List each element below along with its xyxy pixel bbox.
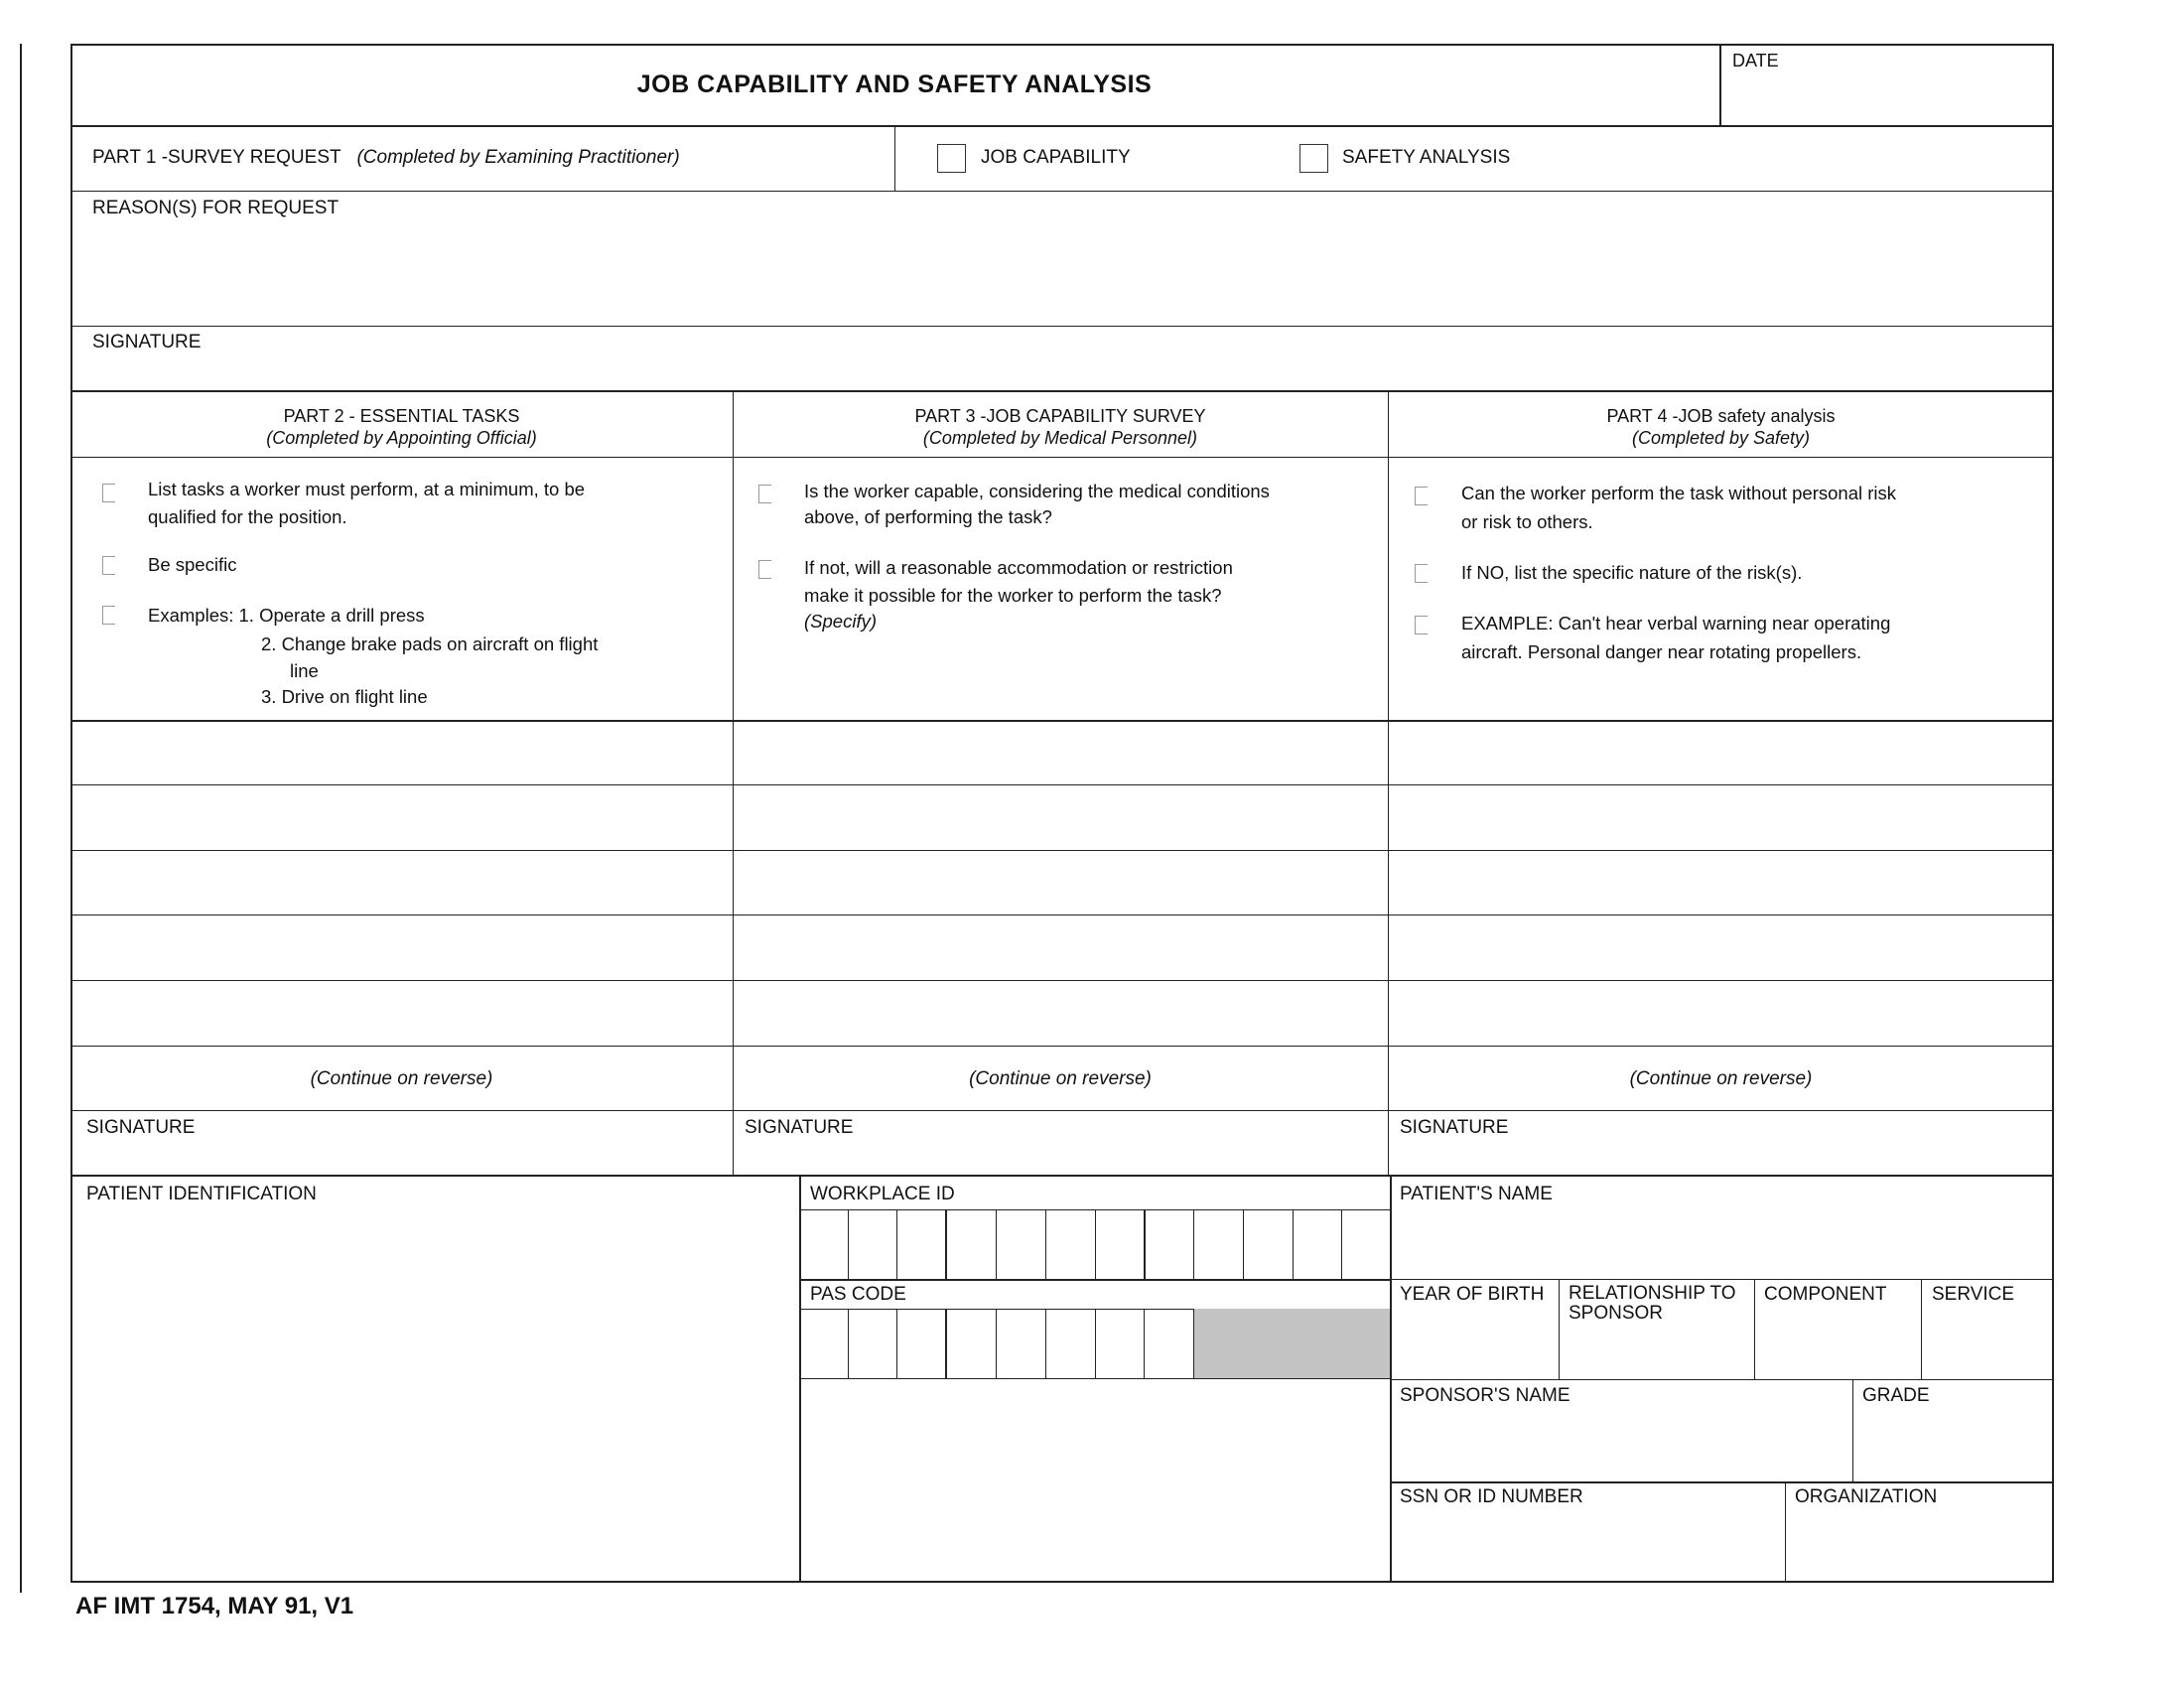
service-label: SERVICE [1932, 1284, 2015, 1305]
part4-heading: PART 4 -JOB safety analysis [1606, 406, 1836, 426]
relationship-label-line: RELATIONSHIP TO [1569, 1283, 1736, 1304]
part1-rule-2 [70, 326, 2054, 327]
part4-bullet-icon [1415, 564, 1428, 583]
workplace-id-cell[interactable] [1341, 1209, 1342, 1279]
pas-code-cell[interactable] [1045, 1309, 1046, 1378]
date-field[interactable] [1727, 73, 2045, 121]
part3-bullet-icon [758, 560, 771, 579]
reasons-field[interactable] [89, 222, 2035, 322]
ssn-field[interactable] [1396, 1511, 1781, 1577]
part4-signature-field[interactable] [1394, 1140, 2047, 1172]
pas-code-label: PAS CODE [810, 1284, 906, 1305]
part3-instruction-line: If not, will a reasonable accommodation or restriction [804, 557, 1233, 578]
part1-signature-label: SIGNATURE [92, 332, 202, 352]
part1-heading-text: PART 1 -SURVEY REQUEST [92, 147, 341, 168]
workplace-id-cell[interactable] [1293, 1209, 1294, 1279]
pas-code-cell[interactable] [1095, 1309, 1096, 1378]
reasons-label: REASON(S) FOR REQUEST [92, 198, 340, 218]
part4-instruction [1461, 609, 1890, 666]
part2-continue: (Continue on reverse) [310, 1068, 493, 1089]
part4-signature-label: SIGNATURE [1400, 1117, 1509, 1138]
pas-code-cell[interactable] [996, 1309, 997, 1378]
part2-task-entry[interactable] [75, 725, 726, 1041]
sponsors-name-field[interactable] [1396, 1410, 1848, 1477]
part2-instruction-line: List tasks a worker must perform, at a minimum, to be [148, 479, 586, 499]
pas-code-cell[interactable] [945, 1309, 947, 1378]
job-capability-label: JOB CAPABILITY [981, 147, 1131, 168]
workplace-id-cell[interactable] [996, 1209, 997, 1279]
year-of-birth-field[interactable] [1396, 1331, 1555, 1374]
part1-heading-note: (Completed by Examining Practitioner) [356, 147, 680, 168]
component-field[interactable] [1759, 1331, 1917, 1374]
patient-identification-field[interactable] [79, 1209, 794, 1577]
workplace-id-bottom-rule [799, 1279, 1390, 1281]
part2-example-3: 3. Drive on flight line [261, 686, 428, 707]
grade-label: GRADE [1862, 1385, 1930, 1406]
column-divider-2 [1388, 390, 1389, 1175]
relationship-field[interactable] [1564, 1331, 1750, 1374]
relationship-divider [1754, 1279, 1755, 1379]
part2-instruction-line: qualified for the position. [148, 506, 347, 527]
pas-code-cell[interactable] [848, 1309, 849, 1378]
organization-field[interactable] [1790, 1511, 2049, 1577]
part2-signature-field[interactable] [75, 1140, 726, 1172]
job-capability-checkbox[interactable] [937, 144, 966, 173]
part3-instruction [804, 554, 1233, 610]
sponsors-name-label: SPONSOR'S NAME [1400, 1385, 1570, 1406]
part1-rule-1 [70, 191, 2054, 192]
organization-label: ORGANIZATION [1795, 1486, 1938, 1507]
year-of-birth-label: YEAR OF BIRTH [1400, 1284, 1545, 1305]
part4-continue: (Continue on reverse) [1629, 1068, 1813, 1089]
date-divider [1719, 44, 1721, 125]
part3-instruction-line: make it possible for the worker to perform the task? [804, 585, 1222, 606]
safety-analysis-checkbox[interactable] [1299, 144, 1328, 173]
part3-specify: (Specify) [804, 611, 877, 632]
part2-note: (Completed by Appointing Official) [266, 428, 537, 448]
component-label: COMPONENT [1764, 1284, 1887, 1305]
header-bottom-rule [70, 125, 2054, 127]
part4-instruction-line: aircraft. Personal danger near rotating propellers. [1461, 641, 1862, 662]
pas-code-cell[interactable] [1193, 1309, 1194, 1378]
part3-signature-label: SIGNATURE [745, 1117, 854, 1138]
date-label: DATE [1732, 51, 1779, 70]
part3-bullet-icon [758, 485, 771, 503]
form-title: JOB CAPABILITY AND SAFETY ANALYSIS [636, 70, 1153, 98]
part4-instruction [1461, 479, 1896, 536]
workplace-id-cell[interactable] [945, 1209, 947, 1279]
instructions-bottom-rule [70, 720, 2054, 722]
pas-code-cell[interactable] [1144, 1309, 1145, 1378]
part3-signature-field[interactable] [739, 1140, 1382, 1172]
form-id: AF IMT 1754, MAY 91, V1 [75, 1593, 354, 1619]
workplace-id-cell[interactable] [1095, 1209, 1096, 1279]
part3-instruction-line: above, of performing the task? [804, 506, 1052, 527]
safety-analysis-label: SAFETY ANALYSIS [1342, 147, 1511, 168]
part1-heading [92, 147, 680, 169]
part4-note: (Completed by Safety) [1631, 428, 1811, 448]
part4-instruction-line: EXAMPLE: Can't hear verbal warning near operating [1461, 613, 1891, 633]
grade-field[interactable] [1857, 1410, 2049, 1477]
part4-instruction-line: or risk to others. [1461, 511, 1593, 532]
pas-code-boxes [799, 1309, 1390, 1378]
workplace-id-cell[interactable] [1144, 1209, 1146, 1279]
signature-bottom-rule [70, 1175, 2054, 1177]
part2-example-2: 2. Change brake pads on aircraft on flight [261, 633, 599, 654]
part2-example-2-cont: line [290, 660, 319, 681]
part2-bullet-icon [102, 606, 115, 625]
patients-name-label: PATIENT'S NAME [1400, 1184, 1553, 1204]
part1-bottom-rule [70, 390, 2054, 392]
part4-safety-entry[interactable] [1394, 725, 2047, 1041]
workplace-id-label: WORKPLACE ID [810, 1184, 955, 1204]
workplace-id-cell[interactable] [896, 1209, 897, 1279]
relationship-label [1569, 1284, 1736, 1324]
part2-instruction: Be specific [148, 554, 237, 575]
sponsor-row-bottom-rule [1390, 1481, 2054, 1483]
workplace-id-cell[interactable] [848, 1209, 849, 1279]
service-field[interactable] [1926, 1331, 2049, 1374]
column-divider-1 [733, 390, 734, 1175]
part1-option-divider [894, 125, 895, 191]
patients-name-field[interactable] [1396, 1207, 2049, 1275]
part3-note: (Completed by Medical Personnel) [922, 428, 1198, 448]
pas-code-bottom-rule [799, 1378, 1390, 1379]
workplace-id-cell[interactable] [1243, 1209, 1244, 1279]
part4-instruction-line: Can the worker perform the task without personal risk [1461, 483, 1897, 503]
part4-bullet-icon [1415, 616, 1428, 634]
yob-row-bottom-rule [1390, 1379, 2054, 1380]
part3-heading: PART 3 -JOB CAPABILITY SURVEY [914, 406, 1206, 426]
workplace-id-cell[interactable] [1193, 1209, 1194, 1279]
yob-divider [1559, 1279, 1560, 1379]
ssn-label: SSN OR ID NUMBER [1400, 1486, 1583, 1507]
headings-bottom-rule [70, 457, 2054, 458]
part4-bullet-icon [1415, 487, 1428, 505]
part2-heading: PART 2 - ESSENTIAL TASKS [283, 406, 520, 426]
part2-instruction: Examples: 1. Operate a drill press [148, 605, 425, 626]
continue-bottom-rule [70, 1110, 2054, 1111]
grade-divider [1852, 1379, 1853, 1481]
patient-identification-label: PATIENT IDENTIFICATION [86, 1184, 317, 1204]
relationship-label-line: SPONSOR [1569, 1303, 1664, 1324]
part3-instruction [804, 479, 1270, 530]
part2-bullet-icon [102, 556, 115, 575]
component-divider [1921, 1279, 1922, 1379]
organization-divider [1785, 1481, 1786, 1583]
part1-signature-field[interactable] [89, 353, 2035, 389]
part2-bullet-icon [102, 484, 115, 502]
part2-signature-label: SIGNATURE [86, 1117, 196, 1138]
part3-capability-entry[interactable] [739, 725, 1382, 1041]
part3-continue: (Continue on reverse) [969, 1068, 1152, 1089]
part3-instruction-line: Is the worker capable, considering the medical conditions [804, 481, 1270, 501]
workplace-id-boxes [799, 1209, 1390, 1279]
left-margin-rule [20, 44, 22, 1593]
entry-row-rule [70, 1046, 2054, 1047]
part2-instruction [148, 476, 585, 531]
pas-code-cell[interactable] [896, 1309, 897, 1378]
patients-name-bottom-rule [1390, 1279, 2054, 1280]
part4-instruction: If NO, list the specific nature of the risk(s). [1461, 562, 1803, 583]
workplace-id-cell[interactable] [1045, 1209, 1046, 1279]
